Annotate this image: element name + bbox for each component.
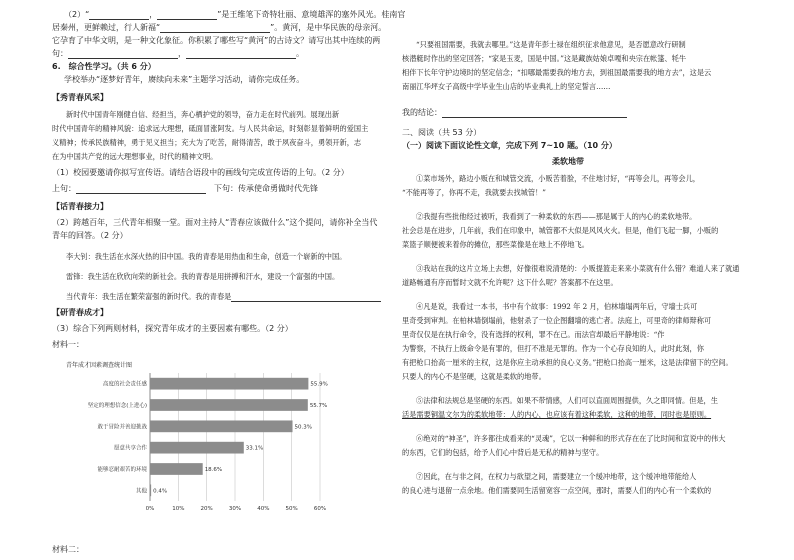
para-5-line1: ⑤法律和法规总是坚硬的东西。如果不带情感，人们可以直面周围提供，久之即同情。但是，生 — [416, 396, 718, 405]
para-6-line2: 的东西，它们的包括，给予人们心中背后是无私的精神与坚守。 — [402, 448, 604, 457]
passage-line4: 在为中国共产党的远大理想事业，时代的精神文明。 — [52, 152, 218, 161]
q2-line2: 居秦州，更鲜赖过，行人新福“ ”。黄河，是中华民族的母亲河。 — [52, 23, 387, 32]
data-label: 50.3% — [294, 424, 313, 431]
data-label: 55.7% — [309, 403, 328, 409]
data-label: 33.1% — [245, 445, 264, 452]
heading-youth-growth: 【研青春成才】 — [52, 308, 108, 317]
q2-line4: 句： ， 。 — [52, 49, 304, 58]
reply-modern-youth: 当代青年：我生活在繁荣富强的新时代。我的青春是 — [66, 292, 381, 302]
blank-1[interactable] — [89, 11, 149, 20]
para-4-line4: 为警察，不执行上级命令是有罪的，但打不准是无罪的。作为一个心存良知的人，此时此刻，你 — [402, 344, 704, 353]
section-6-intro: 学校举办“逐梦好青年，赓续向未来”主题学习活动，请你完成任务。 — [64, 75, 305, 84]
passage-line2: 时代中国青年的精神风貌：追求远大理想，砥面冒涨阿发。与人民共命运，时刻彰显着鲜明的爱国主 — [52, 124, 369, 133]
x-tick-label: 60% — [313, 506, 327, 512]
bar — [150, 442, 244, 454]
x-tick-label: 40% — [257, 506, 270, 512]
para-4-line1: ④凡是说，我看过一本书，书中有个故事：1992 年 2 月，伯林墙塌两年后，守墙士兵可 — [416, 302, 698, 311]
question-2-line2: 青年的回答。（2 分） — [52, 231, 128, 240]
category-label: 敢于冒险并善迎挑战 — [97, 424, 147, 431]
para-7-line1: ⑦因此，在与非之间，在权力与欲望之间，需要建立一个缓冲地带，这个缓冲地带能给人 — [416, 472, 697, 481]
para-4-line6: 只要人的内心不是坚硬，这就是柔软的地带。 — [402, 372, 546, 381]
para-3-line2: 道路畅通有序而暂时文就不允许呢？这下什么呢？答案都不在这里。 — [402, 278, 618, 287]
passage-line3: 义精神；传承民族精神，勇于见义担当；充大为了吃苦，耐得清苦，敢于夙夜奋斗，勇领开新，志 — [52, 138, 362, 147]
bar — [150, 399, 308, 411]
conclusion: 我的结论： — [402, 108, 627, 118]
blank-2[interactable] — [157, 11, 217, 20]
reply-li-dazhao: 李大钊：我生活在水深火热的旧中国。我的青春是用热血和生命，创造一个崭新的中国。 — [66, 252, 347, 261]
question-2-line1: （2）跨越百年，三代青年相聚一堂。面对主持人“青春应该做什么”这个提问，请你补全当代 — [52, 218, 378, 227]
quote-line2: 核潜艇时作出的坚定回答；“家是玉麦，国是中国。”这是藏族姑娘卓嘎和央宗在帐篷、牦牛 — [402, 54, 687, 63]
quote-line1: “只要祖国需要，我就去哪里。”这是青年彭士禄在组织征求他意见，是否愿意改行研制 — [416, 40, 686, 49]
x-tick-label: 10% — [172, 506, 185, 512]
x-tick-label: 30% — [228, 506, 242, 512]
reply-blank[interactable] — [231, 293, 381, 302]
para-5-line2: 活是需要铜温文尔为的柔软地带：人的内心，也应该有着这种柔软，这种的地带，同时也是原则。 — [402, 410, 712, 419]
para-4-line3: 里奇仅仅是在执行命令，没有选择的权利，罪不在己。而法官却最后平静地说：“作 — [402, 330, 665, 339]
section-6-title: 6. 综合性学习。（共 6 分） — [52, 62, 156, 71]
bar — [150, 463, 203, 475]
material-1-label: 材料一： — [52, 340, 84, 349]
material-2-label: 材料二： — [52, 545, 84, 554]
blank-3[interactable] — [160, 24, 270, 33]
para-1-line2: “不能再等了，你再不走，我就要去找城管！” — [402, 188, 546, 197]
para-7-line2: 的良心进与退留一点余地。他们需要同生活留宽容一点空间，那时，需要人们的内心有一个柔软的 — [402, 486, 712, 495]
q2-line1: （2）“ ， ”是王维笔下奇特壮丽、意境雄浑的塞外风光。桂南官 — [64, 10, 406, 19]
answer-slogan: 上句： 下句：传承使命勇做时代先锋 — [52, 184, 318, 193]
x-tick-label: 20% — [200, 506, 213, 512]
reply-lei-feng: 雷锋：我生活在欣欣向荣的新社会。我的青春是用拼搏和汗水，建设一个富强的中国。 — [66, 272, 340, 281]
upper-line-blank[interactable] — [76, 185, 206, 194]
data-label: 0.4% — [153, 488, 168, 495]
question-1: （1）校园要邀请你拟写宣传语。请结合语段中的画线句完成宣传语的上句。（2 分） — [52, 168, 349, 177]
data-label: 18.6% — [204, 467, 223, 473]
passage-line1: 新时代中国青年刚健自信、经担当，奔心栖护党的领导，奋力走在时代前列。展现出新 — [66, 110, 340, 119]
chart-title: 青年成才因素调查统计图 — [66, 362, 133, 369]
category-label: 高度的社会责任感 — [102, 381, 147, 388]
conclusion-blank[interactable] — [442, 109, 627, 118]
bar-chart — [52, 355, 384, 530]
x-tick-label: 50% — [285, 506, 298, 512]
heading-youth-style: 【秀青春风采】 — [52, 93, 108, 102]
heading-youth-relay: 【话青春接力】 — [52, 202, 108, 211]
blank-4[interactable] — [68, 50, 178, 59]
para-2-line2: 社会总是在进步，几年前，我们在印象中，城管都不大似是风风火火。但是，他们飞起一脚，小贩的 — [402, 226, 719, 235]
para-2-line1: ②我提有些批他经过被听，我看到了一种柔软的东西——那是属于人的内心的柔软地带。 — [416, 212, 697, 221]
section-reading: 二、阅读（共 53 分） — [402, 128, 482, 137]
quote-line3: 相伴下长年守护边境时的坚定信念；“扣哪最需要我的地方去，到祖国最需要我的地方去”，这是云 — [402, 68, 712, 77]
x-tick-label: 0% — [145, 506, 155, 512]
bar — [150, 420, 293, 432]
article-title: 柔软地带 — [552, 157, 584, 166]
bar — [150, 378, 308, 390]
para-6-line1: ⑥绝对的“神圣”，许多都往成看来的“灵魂”，它以一种鲜和的形式存在在了比时间和宣说中的伟大 — [416, 434, 726, 443]
quote-line4: 南丽江华坪女子高级中学毕业生山店的毕业典礼上的坚定誓言…… — [402, 82, 611, 91]
para-1-line1: ①菜市场外，路边小贩在和城管交流，小贩苦着脸，不住地讨好，“再等会儿，再等会儿， — [416, 174, 700, 183]
category-label: 愿意共享合作 — [113, 445, 147, 452]
category-label: 能够忍耐艰苦的环境 — [97, 467, 147, 473]
bar — [150, 484, 151, 496]
q2-line3: 它孕育了中华文明，是一种文化象征。你积累了哪些写“黄河”的古诗文？请写出其中连续的两 — [52, 36, 381, 45]
para-4-line2: 里奇受到审判。在柏林墙倒塌前，他射杀了一位企图翻墙的逃亡者。法庭上，可里奇的律师辩称可 — [402, 316, 712, 325]
section-reading-sub: （一）阅读下面议论性文章，完成下列 7~10 题。（10 分） — [402, 141, 617, 150]
para-4-line5: 有把枪口抬高一厘米的主权，这是你应主动承担的良心义务。”把枪口抬高一厘米，这是法律留下的空间。 — [402, 358, 733, 367]
para-3-line1: ③我站在我的这片立场上去想，好像很难说清楚的：小贩提篮走来来小菜就有什么错？难道人来了就通 — [416, 264, 740, 273]
blank-5[interactable] — [186, 50, 296, 59]
category-label: 坚定的理想信念(上进心) — [87, 403, 147, 409]
para-2-line3: 菜篮子顺便被来着你的摊位，那些菜像是在地上不停地飞。 — [402, 240, 589, 249]
data-label: 55.9% — [310, 381, 328, 388]
question-3: （3）综合下列两则材料，探究青年成才的主要因素有哪些。（2 分） — [52, 324, 293, 333]
category-label: 其他 — [135, 488, 147, 495]
